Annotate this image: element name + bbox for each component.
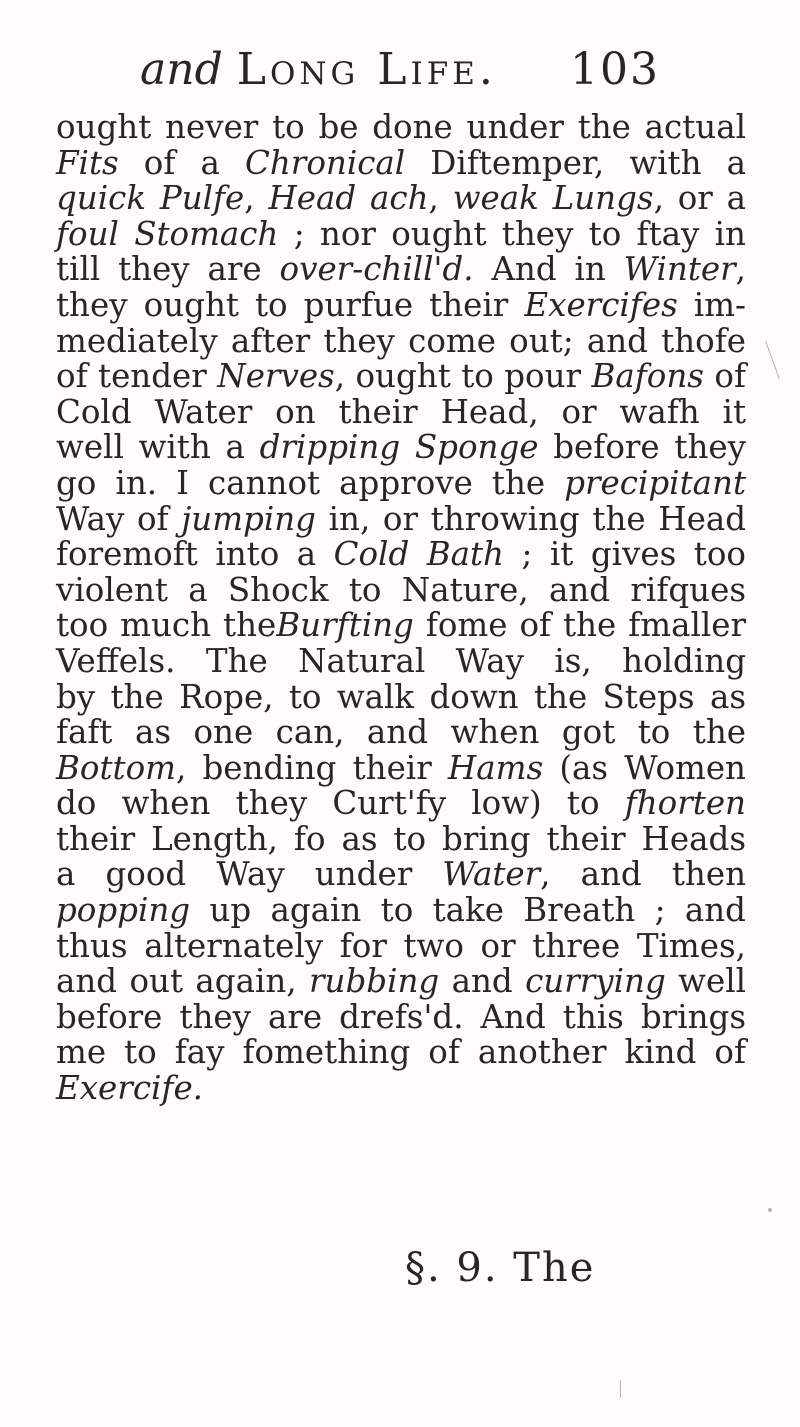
text-run: of tender	[56, 357, 218, 396]
scan-mark	[620, 1380, 621, 1398]
text-run: ought never to be done under the actual	[56, 108, 746, 146]
text-line	[56, 715, 746, 751]
text-line	[56, 857, 746, 893]
text-run: me to fay fomething of another kind of	[56, 1033, 746, 1072]
text-run: ,	[735, 250, 747, 289]
text-line	[56, 748, 746, 787]
text-run: im-	[677, 285, 746, 324]
text-run: violent a Shock to Nature, and rifques	[56, 570, 746, 609]
italic-run: fhorten	[624, 784, 746, 823]
scan-mark	[768, 1208, 772, 1212]
text-line	[56, 430, 746, 466]
text-run: before they are drefs'd. And this brings	[56, 997, 746, 1036]
text-run: , and then	[540, 855, 746, 894]
italic-run: Exercife.	[56, 1069, 204, 1108]
text-line	[56, 463, 746, 502]
italic-run: Bafons	[591, 357, 704, 396]
italic-run: Nerves	[217, 357, 335, 396]
text-run: And in	[473, 250, 624, 289]
text-line	[56, 926, 746, 965]
text-line	[56, 181, 746, 217]
italic-run: Chronical	[244, 143, 406, 182]
text-line	[56, 1071, 746, 1107]
italic-run: rubbing	[309, 962, 440, 1001]
italic-run: Water	[442, 855, 541, 894]
running-head	[140, 40, 660, 100]
text-run: do when they Curt'fy low) to	[56, 784, 625, 823]
text-run: Veffels. The Natural Way is, holding	[56, 641, 746, 680]
text-line	[56, 786, 746, 822]
italic-run: Cold Bath	[333, 535, 504, 574]
text-run: ; nor ought they to ftay in	[278, 214, 746, 253]
italic-run: weak Lungs	[452, 179, 654, 218]
text-run: and	[439, 962, 526, 1001]
page-number: 103	[570, 44, 660, 95]
text-run: of a	[118, 143, 245, 182]
text-run: thus alternately for two or three Times,	[56, 926, 746, 965]
text-line	[56, 143, 747, 182]
italic-run: Head ach	[268, 179, 429, 218]
text-line	[56, 110, 746, 146]
italic-run: Winter	[623, 250, 736, 289]
italic-run: jumping	[181, 499, 316, 538]
text-run: Diftemper, with a	[405, 143, 747, 182]
italic-run: popping	[56, 891, 191, 930]
body-text	[56, 110, 746, 1107]
text-line	[56, 252, 746, 288]
text-run: and out again,	[56, 962, 309, 1001]
text-run: foremoft into a	[56, 535, 334, 574]
text-run: , bending their	[175, 748, 448, 787]
text-run: well with a	[56, 428, 260, 467]
text-line	[56, 819, 746, 858]
text-line	[56, 392, 746, 431]
text-line	[56, 570, 746, 609]
text-run: , ought to pour	[334, 357, 592, 396]
italic-run: over-chill'd.	[279, 250, 474, 289]
italic-run: foul Stomach	[56, 214, 279, 253]
text-run: ,	[244, 179, 269, 218]
italic-run: quick Pulfe	[56, 179, 245, 218]
text-line	[56, 677, 746, 716]
text-line	[56, 359, 746, 395]
text-line	[56, 285, 746, 324]
running-head-italic: and	[140, 44, 223, 95]
text-line	[56, 641, 746, 680]
section-heading: §. 9. The	[405, 1245, 596, 1291]
text-line	[56, 893, 746, 929]
italic-run: Hams	[447, 748, 544, 787]
text-run: fome of the fmaller	[413, 606, 746, 645]
text-line	[56, 321, 746, 360]
scan-mark	[765, 341, 780, 379]
text-line	[56, 1035, 746, 1071]
text-run: Way of	[56, 499, 182, 538]
italic-run: Burfting	[276, 606, 414, 645]
text-run: ; it gives too	[504, 535, 746, 574]
text-run: (as Women	[543, 748, 746, 787]
italic-run: precipitant	[564, 463, 746, 502]
text-run: go in. I cannot approve the	[56, 463, 565, 502]
text-run: , or a	[653, 179, 746, 218]
text-run: a good Way under	[56, 855, 443, 894]
text-line	[56, 537, 746, 573]
italic-run: Fits	[56, 143, 119, 182]
italic-run: Bottom	[56, 748, 176, 787]
running-head-title: Long Life.	[236, 44, 497, 95]
italic-run: currying	[525, 962, 666, 1001]
text-line	[56, 499, 747, 538]
text-run: Cold Water on their Head, or wafh it	[56, 392, 746, 431]
text-line	[56, 964, 746, 1000]
text-line	[56, 608, 746, 644]
italic-run: Exercifes	[524, 285, 678, 324]
text-run: their Length, fo as to bring their Heads	[56, 819, 746, 858]
text-run: before they	[538, 428, 746, 467]
text-run: up again to take Breath ; and	[190, 891, 746, 930]
text-line	[56, 214, 746, 253]
text-run: they ought to purfue their	[56, 285, 525, 324]
text-run: mediately after they come out; and thofe	[56, 321, 746, 360]
text-run: well	[665, 962, 746, 1001]
text-run: till they are	[56, 250, 280, 289]
text-run: faft as one can, and when got to the	[56, 713, 746, 752]
text-run: ,	[428, 179, 453, 218]
text-run: in, or throwing the Head	[315, 499, 747, 538]
text-line	[56, 997, 746, 1036]
text-run: too much the	[56, 606, 277, 645]
italic-run: dripping Sponge	[259, 428, 539, 467]
text-run: of	[703, 357, 746, 396]
text-run: by the Rope, to walk down the Steps as	[56, 677, 746, 716]
